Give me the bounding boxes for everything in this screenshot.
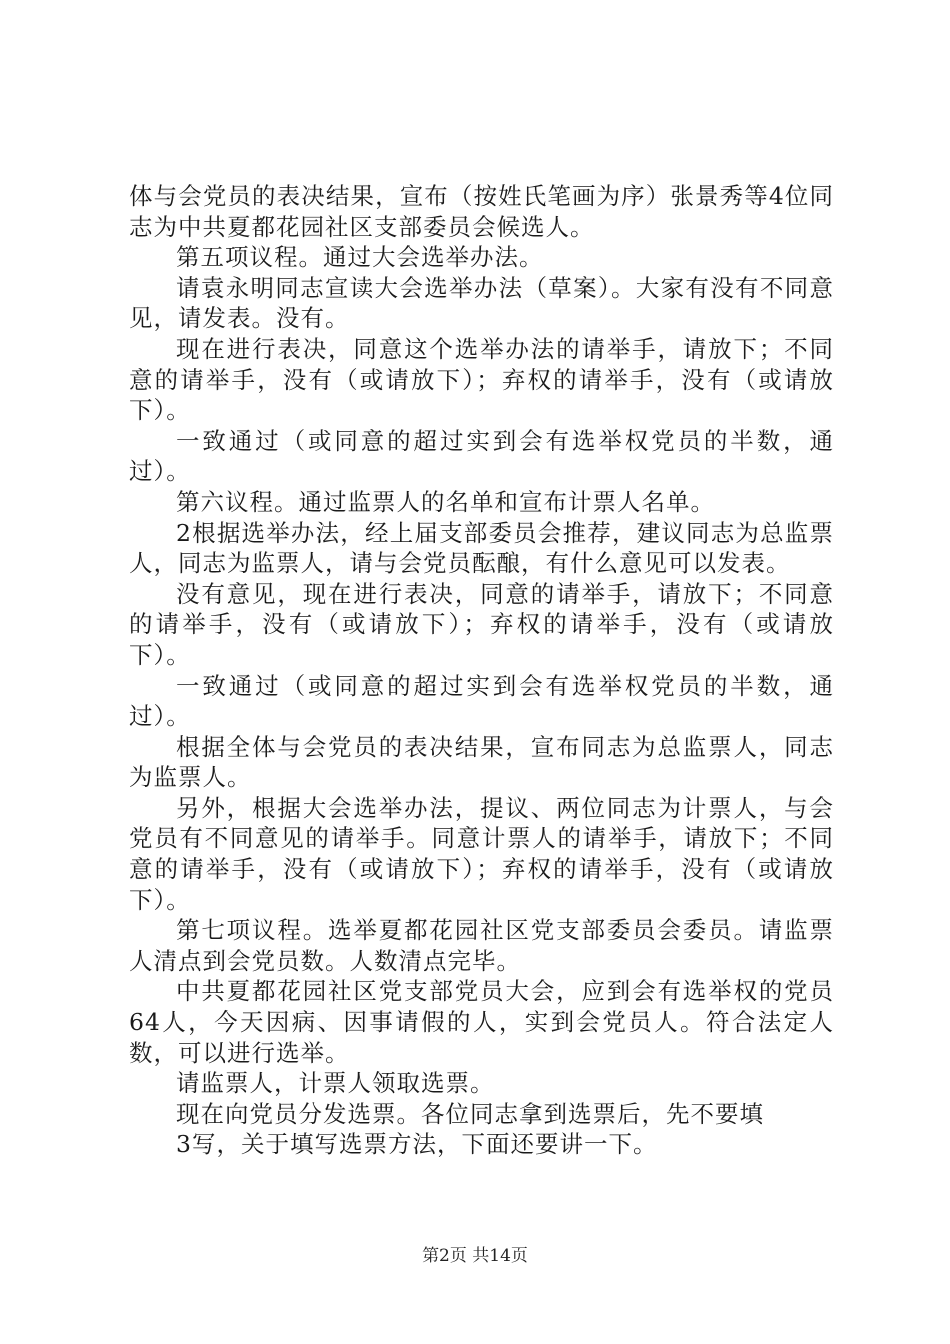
paragraph-4: 现在进行表决，同意这个选举办法的请举手，请放下；不同意的请举手，没有（或请放下）；弃权的请举手，没有（或请放下）。	[129, 334, 834, 425]
paragraph-16: 3写，关于填写选票方法，下面还要讲一下。	[176, 1130, 658, 1159]
paragraph-7: 2根据选举办法，经上届支部委员会推荐，建议同志为总监票人，同志为监票人，请与会党员酝酿，有什么意见可以发表。	[129, 518, 834, 578]
paragraph-9: 一致通过（或同意的超过实到会有选举权党员的半数，通过）。	[129, 671, 834, 731]
page-number-label: 第2页 共14页	[422, 1246, 528, 1266]
paragraph-1: 体与会党员的表决结果，宣布（按姓氏笔画为序）张景秀等4位同志为中共夏都花园社区支部委员会候选人。	[129, 182, 834, 241]
document-body	[129, 181, 834, 1160]
paragraph-5: 一致通过（或同意的超过实到会有选举权党员的半数，通过）。	[129, 426, 834, 486]
paragraph-3: 请袁永明同志宣读大会选举办法（草案）。大家有没有不同意见，请发表。没有。	[129, 273, 834, 333]
paragraph-2: 第五项议程。通过大会选举办法。	[176, 243, 544, 272]
paragraph-8: 没有意见，现在进行表决，同意的请举手，请放下；不同意的请举手，没有（或请放下）；弃权的请举手，没有（或请放下）。	[129, 579, 834, 669]
paragraph-12: 第七项议程。选举夏都花园社区党支部委员会委员。请监票人清点到会党员数。人数清点完毕。	[129, 916, 834, 975]
paragraph-13: 中共夏都花园社区党支部党员大会，应到会有选举权的党员64人，今天因病、因事请假的人，实到会党员人。符合法定人数，可以进行选举。	[129, 977, 834, 1067]
paragraph-11: 另外，根据大会选举办法，提议、两位同志为计票人，与会党员有不同意见的请举手。同意计票人的请举手，请放下；不同意的请举手，没有（或请放下）；弃权的请举手，没有（或请放下）。	[129, 793, 834, 914]
paragraph-6: 第六议程。通过监票人的名单和宣布计票人名单。	[176, 487, 715, 516]
paragraph-15: 现在向党员分发选票。各位同志拿到选票后，先不要填	[176, 1099, 764, 1128]
page-footer	[0, 1245, 950, 1267]
paragraph-10: 根据全体与会党员的表决结果，宣布同志为总监票人，同志为监票人。	[129, 732, 834, 792]
paragraph-14: 请监票人，计票人领取选票。	[176, 1069, 495, 1098]
